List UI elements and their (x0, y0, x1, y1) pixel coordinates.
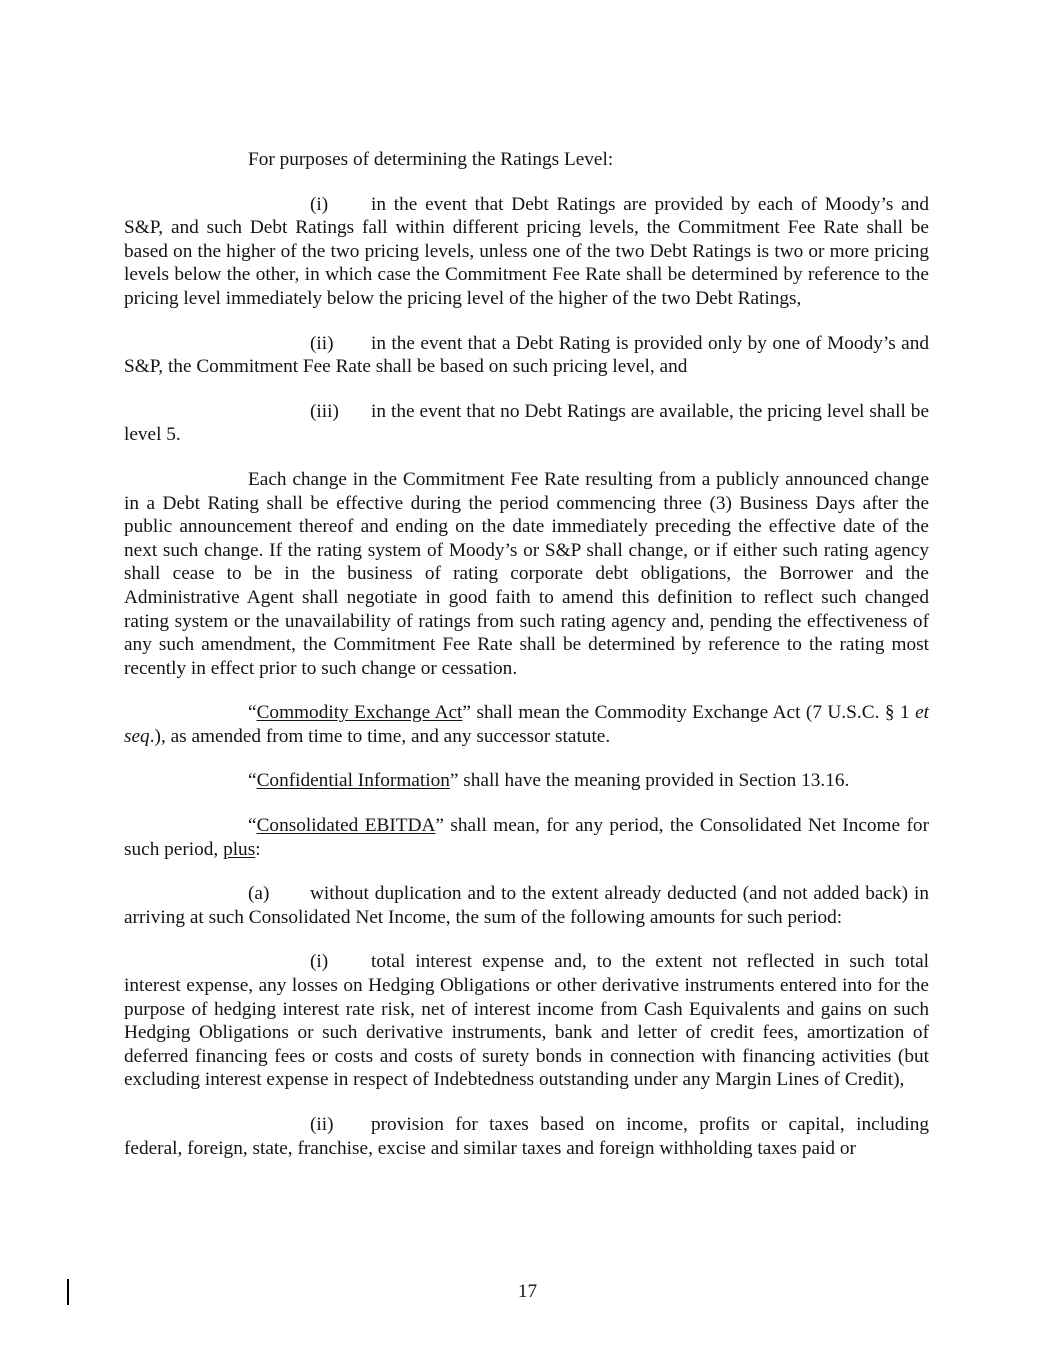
clause-first-line: in the event that Debt Ratings are provided by each of Moody’s (371, 193, 894, 215)
ratings-clause-i (124, 193, 929, 311)
definition-text: ” shall mean the Commodity Exchange Act (7 U.S.C. § 1 (462, 702, 916, 724)
ebitda-subclause-ii (124, 1113, 929, 1160)
clause-number: (i) (310, 193, 329, 215)
rating-change-paragraph: Each change in the Commitment Fee Rate resulting from a publicly announced change in a Debt Rating shall be effective during the period commencing three (3) Business Days after the public announcement thereof and ending on the date immediately preceding the effective date of the next such change. If the rating system of Moody’s or S&P shall change, or if either such rating agency shall cease to be in the business of rating corporate debt obligations, the Borrower and the Administrative Agent shall negotiate in good faith to amend this definition to reflect such changed rating system or the unavailability of ratings from such rating agency and, pending the effectiveness of any such amendment, the Commitment Fee Rate shall be determined by reference to the rating most recently in effect prior to such change or cessation. (124, 468, 929, 679)
definition-text: ” shall have the meaning provided in Section 13.16. (449, 770, 850, 792)
definition-commodity-exchange-act (124, 701, 929, 748)
document-page (124, 148, 929, 1160)
colon: : (255, 838, 261, 860)
ratings-clause-iii (124, 400, 929, 447)
clause-number: (ii) (310, 332, 334, 354)
defined-term: Confidential Information (256, 770, 450, 792)
definition-confidential-information (124, 769, 929, 793)
clause-body: and S&P, the Commitment Fee Rate shall be based on such pricing level, and (124, 332, 929, 378)
defined-term: Consolidated EBITDA (256, 815, 436, 837)
plus-term: plus (223, 838, 256, 860)
clause-body: federal, foreign, state, franchise, excise and similar taxes and foreign withholding taxes paid or (124, 1137, 856, 1159)
intro-text: For purposes of determining the Ratings Level: (248, 149, 614, 170)
definition-consolidated-ebitda (124, 814, 929, 861)
page-number: 17 (517, 1281, 538, 1302)
clause-body: back) in arriving at such Consolidated Net Income, the sum of the following amounts for such period: (124, 883, 929, 928)
defined-term: Commodity Exchange Act (256, 702, 463, 724)
open-quote: “ (248, 702, 257, 724)
clause-number: (ii) (310, 1114, 334, 1135)
clause-first-line: provision for taxes based on income, profits or capital, including (371, 1114, 929, 1135)
clause-number: (iii) (310, 400, 339, 422)
clause-first-line: in the event that no Debt Ratings are available, the pricing level (371, 400, 865, 422)
ebitda-subclause-i (124, 950, 929, 1092)
open-quote: “ (248, 815, 257, 837)
clause-first-line: total interest expense and, to the extent not reflected in such total (371, 951, 929, 973)
ratings-level-intro (124, 148, 929, 172)
clause-first-line: in the event that a Debt Rating is provided only by one of Moody’s (371, 332, 896, 354)
clause-number: (i) (310, 951, 329, 973)
italic-citation: et seq (124, 702, 929, 747)
clause-body: and S&P, and such Debt Ratings fall within different pricing levels, the Commitment Fee Rate shall be based on the higher of the two pricing levels, unless one of the two Debt Ratings is two or more pricing levels below the other, in which case the Commitment Fee Rate shall be determined by reference to the pricing level immediately below the pricing level of the higher of the two Debt Ratings, (124, 193, 929, 309)
definition-text-end: .), as amended from time to time, and any successor statute. (149, 725, 611, 747)
ratings-clause-ii (124, 332, 929, 379)
open-quote: “ (248, 770, 257, 792)
clause-number: (a) (248, 883, 270, 905)
definition-text: ” shall mean, for any period, the Consolidated Net Income for such period, (124, 815, 929, 860)
clause-first-line: without duplication and to the extent already deducted (and not added (310, 883, 860, 905)
clause-body: interest expense, any losses on Hedging Obligations or other derivative instruments entered into for the purpose of hedging interest rate risk, net of interest income from Cash Equivalents and gains on such Hedging Obligations or such derivative instruments, bank and letter of credit fees, amortization of deferred financing fees or costs and costs of surety bonds in connection with financing activities (but excluding interest expense in respect of Indebtedness outstanding under any Margin Lines of Credit), (124, 975, 929, 1091)
clause-body: shall be level 5. (124, 400, 929, 446)
ebitda-clause-a (124, 882, 929, 929)
